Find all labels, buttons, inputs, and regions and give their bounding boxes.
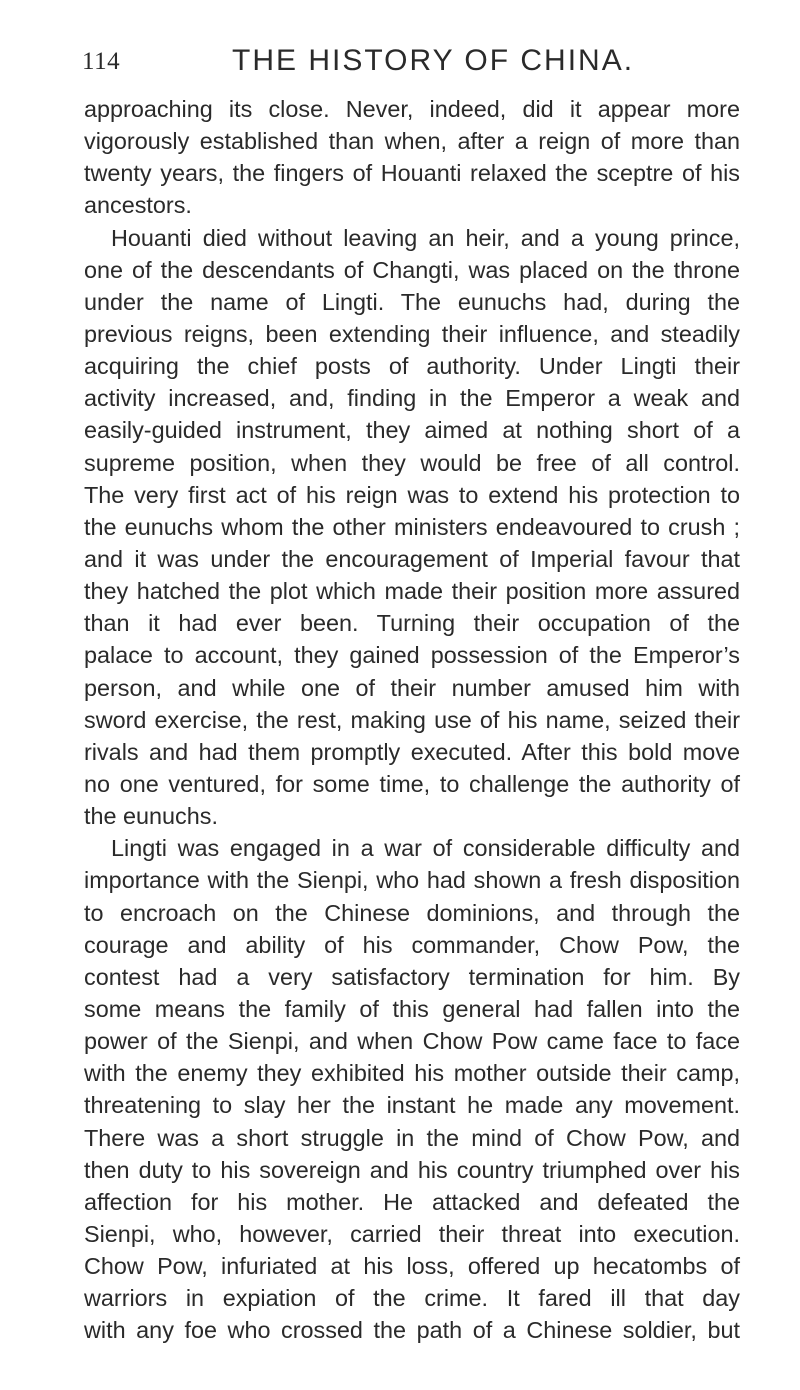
text-line: no one ventured, for some time, to challenge the authority of <box>84 770 740 797</box>
text-line: the eunuchs. <box>84 803 218 830</box>
text-line: sword exercise, the rest, making use of his name, seized their <box>84 706 740 733</box>
text-line: threatening to slay her the instant he made any movement. <box>84 1092 740 1119</box>
text-line: vigorously established than when, after a reign of more than <box>84 128 740 155</box>
text-line: and it was under the encouragement of Imperial favour that <box>84 545 740 572</box>
text-line: previous reigns, been extending their influence, and steadily <box>84 320 740 347</box>
text-line: Chow Pow, infuriated at his loss, offered up hecatombs of <box>84 1253 740 1280</box>
text-line: the eunuchs whom the other ministers endeavoured to crush ; <box>84 513 740 540</box>
text-line: supreme position, when they would be free of all control. <box>84 449 740 476</box>
text-line: they hatched the plot which made their position more assured <box>84 578 740 605</box>
text-line: with the enemy they exhibited his mother outside their camp, <box>84 1060 740 1087</box>
page-number: 114 <box>82 48 121 75</box>
text-line: activity increased, and, finding in the Emperor a weak and <box>84 385 740 412</box>
text-line: one of the descendants of Changti, was placed on the throne <box>84 256 740 283</box>
text-line: Sienpi, who, however, carried their threat into execution. <box>84 1220 740 1247</box>
text-line: Lingti was engaged in a war of considerable difficulty and <box>111 835 740 862</box>
text-line: courage and ability of his commander, Chow Pow, the <box>84 931 740 958</box>
text-line: contest had a very satisfactory termination for him. By <box>84 963 740 990</box>
text-line: to encroach on the Chinese dominions, and through the <box>84 899 740 926</box>
text-line: approaching its close. Never, indeed, did it appear more <box>84 96 740 122</box>
text-line: under the name of Lingti. The eunuchs had, during the <box>84 288 740 315</box>
text-line: person, and while one of their number amused him with <box>84 674 740 701</box>
text-line: warriors in expiation of the crime. It fared ill that day <box>84 1285 740 1312</box>
text-line: Houanti died without leaving an heir, and a young prince, <box>111 224 740 251</box>
body-text <box>84 93 740 1346</box>
text-line: ancestors. <box>84 192 192 219</box>
text-line: rivals and had them promptly executed. After this bold move <box>84 738 740 765</box>
text-line: importance with the Sienpi, who had shown a fresh disposition <box>84 867 740 894</box>
text-line: palace to account, they gained possession of the Emperor’s <box>84 642 740 669</box>
text-line: easily-guided instrument, they aimed at nothing short of a <box>84 417 740 444</box>
text-line: There was a short struggle in the mind of Chow Pow, and <box>84 1124 740 1151</box>
text-line: with any foe who crossed the path of a Chinese soldier, but <box>84 1317 740 1344</box>
text-line: acquiring the chief posts of authority. Under Lingti their <box>84 353 740 380</box>
running-head <box>82 44 722 84</box>
text-line: some means the family of this general had fallen into the <box>84 995 740 1022</box>
text-line: The very first act of his reign was to extend his protection to <box>84 481 740 508</box>
text-line: affection for his mother. He attacked and defeated the <box>84 1188 740 1215</box>
text-line: then duty to his sovereign and his country triumphed over his <box>84 1156 740 1183</box>
text-line: power of the Sienpi, and when Chow Pow came face to face <box>84 1028 740 1055</box>
text-line: twenty years, the fingers of Houanti relaxed the sceptre of his <box>84 160 740 187</box>
text-line: than it had ever been. Turning their occupation of the <box>84 610 740 637</box>
running-title: THE HISTORY OF CHINA. <box>232 44 635 77</box>
